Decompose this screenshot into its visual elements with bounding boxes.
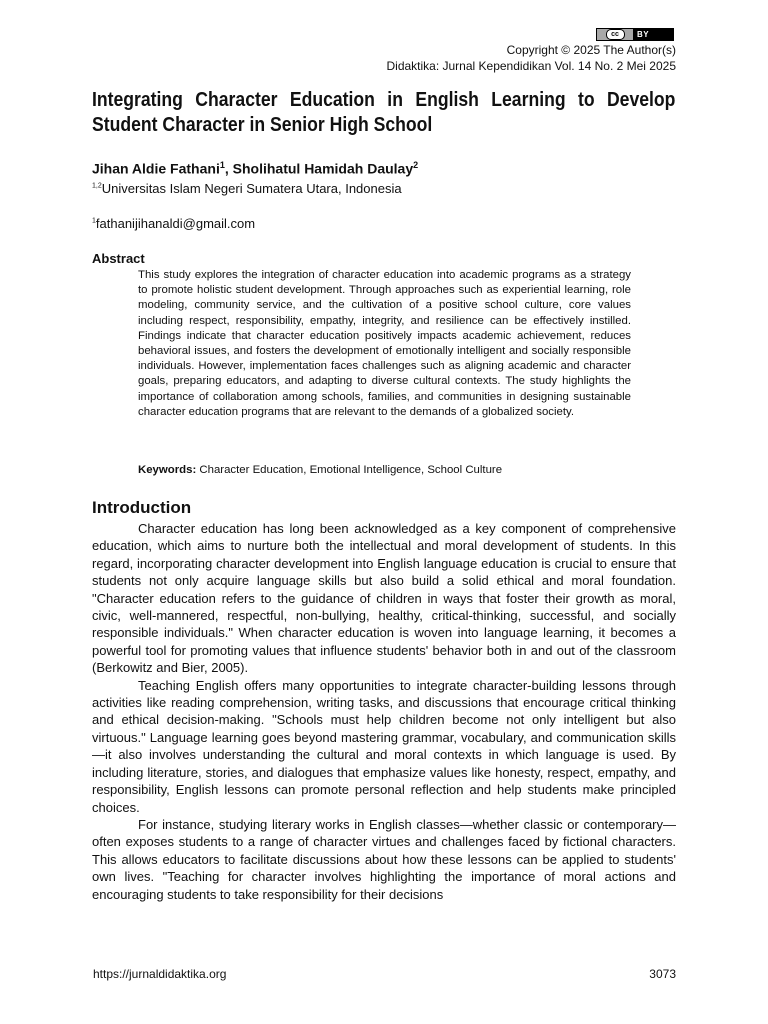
abstract-body: This study explores the integration of character education into academic programs as a strategy to promote holistic student development. Through approaches such as experiential learning, role modeling, community service, and the cultivation of a positive school culture, core values including respect, responsibility, empathy, integrity, and resilience can be effectively instilled. Findings indicate that character education positively impacts academic achievement, reduces behavioral issues, and fosters the development of emotionally intelligent and socially responsible individuals. However, implementation faces challenges such as aligning academic and character goals, preparing educators, and adapting to diverse cultural contexts. The study highlights the importance of collaboration among schools, families, and communities in designing sustainable character education programs that are relevant to the demands of a globalized society.	[138, 269, 631, 418]
paragraph: Character education has long been acknowledged as a key component of comprehensive education, which aims to nurture both the intellectual and moral development of students. In this regard, incorporating character development into English language education is crucial to ensure that students not only acquire language skills but also build a solid ethical and moral foundation. "Character education refers to the guidance of children in ways that foster their growth as moral, civic, well-mannered, respectful, non-bullying, healthy, critical-thinking, successful, and socially responsible individuals." When character education is woven into language learning, it becomes a powerful tool for promoting values that influence students' behavior both in and out of the classroom (Berkowitz and Bier, 2005).	[92, 521, 676, 676]
cc-by-license-badge	[596, 28, 674, 41]
by-label: BY	[637, 30, 650, 39]
author-affiliation-marker: 2	[413, 160, 419, 170]
email-marker: 1	[92, 217, 96, 225]
affiliation	[92, 181, 402, 196]
footer-journal-link[interactable]: https://jurnaldidaktika.org	[93, 967, 227, 981]
paragraph: For instance, studying literary works in English classes—whether classic or contemporary—often exposes students to a range of character virtues and challenges faced by fictional characters. This allows educators to facilitate discussions about how these lessons can be applied to students' own lives. "Teaching for character involves highlighting the importance of moral actions and encouraging students to take responsibility for their decisions	[92, 816, 676, 902]
author-list	[92, 160, 418, 177]
corresponding-email	[92, 216, 255, 231]
author-affiliation-marker: 1	[219, 160, 225, 170]
cc-logo	[597, 29, 633, 40]
email-address[interactable]: fathanijihanaldi@gmail.com	[95, 216, 256, 231]
keywords-line	[138, 464, 502, 476]
keywords-list: Character Education, Emotional Intelligence, School Culture	[196, 464, 503, 476]
affiliation-text: Universitas Islam Negeri Sumatera Utara, Indonesia	[101, 181, 402, 196]
affiliation-marker: 1,2	[92, 182, 102, 190]
author-name: Sholihatul Hamidah Daulay	[232, 160, 414, 177]
author-separator: ,	[224, 160, 233, 177]
cc-icon: cc	[606, 29, 625, 40]
introduction-body	[92, 520, 676, 903]
section-heading-introduction: Introduction	[92, 498, 192, 517]
paper-title: Integrating Character Education in English Learning to Develop Student Character in Senior High School	[92, 89, 676, 136]
author-name: Jihan Aldie Fathani	[92, 160, 220, 177]
keywords-label: Keywords:	[138, 464, 197, 476]
abstract-heading: Abstract	[92, 251, 145, 266]
page-number: 3073	[649, 967, 676, 981]
copyright-notice: Copyright © 2025 The Author(s)	[506, 43, 676, 57]
paragraph: Teaching English offers many opportunities to integrate character-building lessons through activities like reading comprehension, writing tasks, and discussions that encourage critical thinking and ethical decision-making. "Schools must help children become not only intelligent but also virtuous." Language learning goes beyond mastering grammar, vocabulary, and communication skills—it also involves understanding the cultural and moral contexts in which language is used. By including literature, stories, and dialogues that emphasize values like honesty, respect, empathy, and responsibility, English lessons can promote personal reflection and help students make principled choices.	[92, 677, 676, 815]
journal-citation: Didaktika: Jurnal Kependidikan Vol. 14 No. 2 Mei 2025	[386, 59, 676, 73]
